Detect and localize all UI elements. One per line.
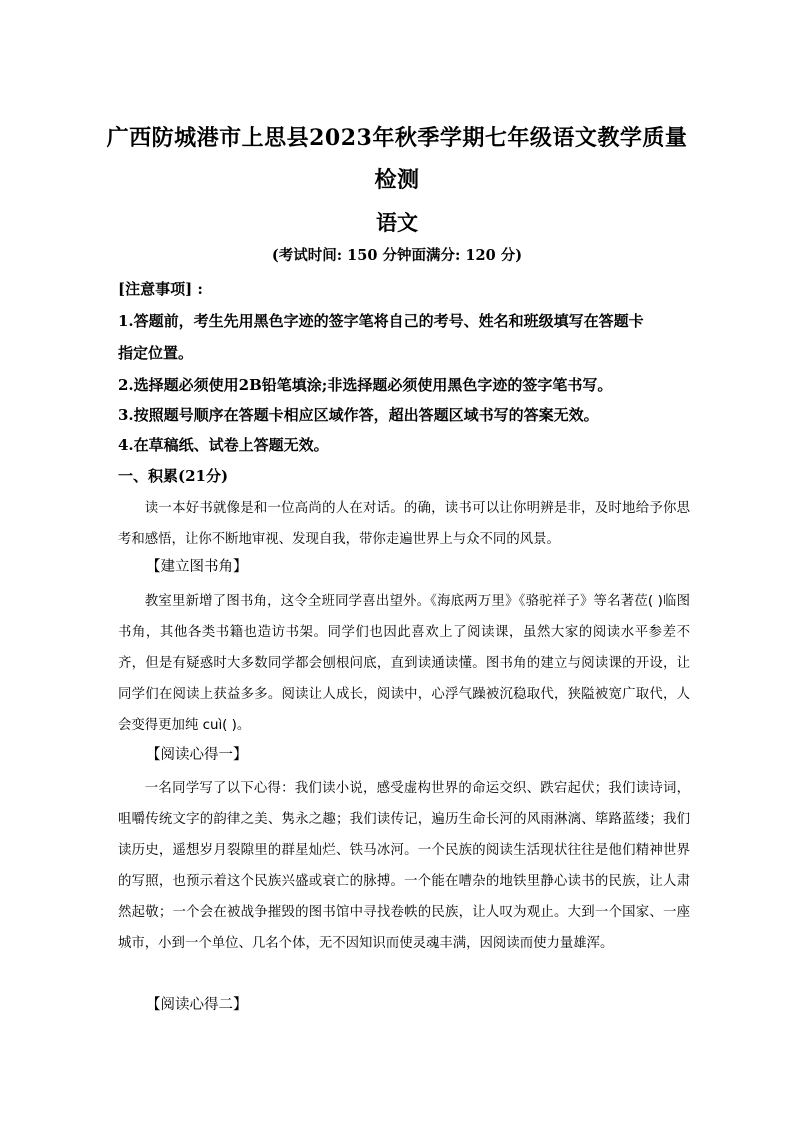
notice-item-3: 3.按照题号顺序在答题卡相应区域作答，超出答题区域书写的答案无效。 bbox=[118, 406, 599, 424]
subject-heading: 语文 bbox=[376, 210, 418, 235]
section-1-heading: 一、积累(21分) bbox=[118, 467, 229, 485]
notice-heading: [注意事项] : bbox=[118, 280, 203, 298]
intro-paragraph: 读一本好书就像是和一位高尚的人在对话。的确，读书可以让你明辨是非，及时地给予你思考和感悟，让你不断地审视、发现自我，带你走遍世界上与众不同的风景。 bbox=[118, 501, 690, 547]
exam-title-line2: 检测 bbox=[374, 167, 420, 193]
notice-item-2: 2.选择题必须使用2B铅笔填涂;非选择题必须使用黑色字迹的签字笔书写。 bbox=[118, 376, 613, 394]
notice-item-4: 4.在草稿纸、试卷上答题无效。 bbox=[118, 436, 329, 454]
exam-title-line1: 广西防城港市上思县2023年秋季学期七年级语文教学质量 bbox=[106, 125, 688, 151]
tag-reading-reflection-1: 【阅读心得一】 bbox=[146, 747, 248, 763]
reflection-1-paragraph: 一名同学写了以下心得：我们读小说，感受虚构世界的命运交织、跌宕起伏；我们读诗词，咀嚼传统文字的韵律之美、隽永之趣；我们读传记，遍历生命长河的风雨淋漓、筚路蓝缕；我们读历史，遥想岁月裂隙里的群星灿烂、铁马冰河。一个民族的阅读生活现状往往是他们精神世界的写照，也预示着这个民族兴盛或衰亡的脉搏。一个能在嘈杂的地铁里静心读书的民族，让人肃然起敬；一个会在被战争摧毁的图书馆中寻找卷帙的民族，让人叹为观止。大到一个国家、一座城市，小到一个单位、几名个体，无不因知识而使灵魂丰满，因阅读而使力量雄浑。 bbox=[118, 781, 690, 951]
tag-reading-reflection-2: 【阅读心得二】 bbox=[146, 997, 248, 1013]
exam-time-score-info: (考试时间: 150 分钟面满分: 120 分) bbox=[271, 247, 523, 264]
notice-item-1-line2: 指定位置。 bbox=[118, 344, 194, 362]
notice-item-1-line1: 1.答题前，考生先用黑色字迹的签字笔将自己的考号、姓名和班级填写在答题卡 bbox=[118, 312, 644, 330]
tag-build-library: 【建立图书角】 bbox=[146, 559, 248, 575]
library-paragraph: 教室里新增了图书角，这令全班同学喜出望外。《海底两万里》《骆驼祥子》等名著莅( )临图书角，其他各类书籍也造访书架。同学们也因此喜欢上了阅读课，虽然大家的阅读水平参差不齐，但是有疑惑时大多数同学都会刨根问底，直到读通读懂。图书角的建立与阅读课的开设，让同学们在阅读上获益多多。阅读让人成长，阅读中，心浮气躁被沉稳取代，狭隘被宽广取代，人会变得更加纯 cuì( )。 bbox=[118, 594, 690, 733]
